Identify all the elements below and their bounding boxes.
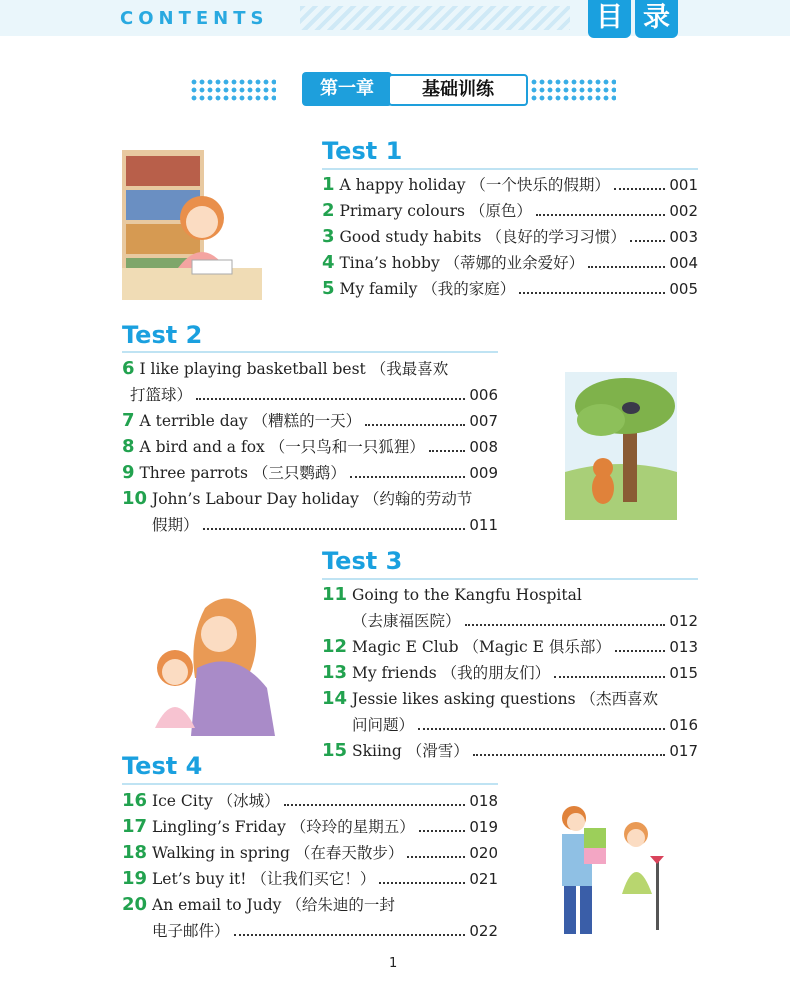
entry-title-cont: 打篮球） <box>130 386 193 404</box>
entry-title-cont: （去康福医院） <box>352 612 461 630</box>
test-3-title: Test 3 <box>322 547 403 575</box>
entry-title: A bird and a fox （一只鸟和一只狐狸） <box>139 438 425 456</box>
toc-entry[interactable] <box>322 172 698 198</box>
test-4-rule <box>122 783 498 785</box>
toc-entry[interactable] <box>122 840 498 866</box>
toc-entry[interactable] <box>122 788 498 814</box>
entry-number: 9 <box>122 462 135 483</box>
entry-title: Skiing （滑雪） <box>352 742 469 760</box>
entry-page: 021 <box>469 870 498 888</box>
entry-page: 011 <box>469 516 498 534</box>
test-2-title: Test 2 <box>122 321 203 349</box>
entry-number: 4 <box>322 252 335 273</box>
entry-title: A terrible day （糟糕的一天） <box>139 412 362 430</box>
mulu-char-2: 录 <box>635 0 678 38</box>
toc-entry[interactable] <box>122 408 498 434</box>
test-1-title: Test 1 <box>322 137 403 165</box>
toc-entry[interactable] <box>122 356 498 408</box>
entry-page: 005 <box>669 280 698 298</box>
entry-title-cont: 电子邮件） <box>152 922 230 940</box>
entry-number: 6 <box>122 358 135 379</box>
entry-page: 020 <box>469 844 498 862</box>
entry-title: Magic E Club （Magic E 俱乐部） <box>352 638 611 656</box>
entry-title: My friends （我的朋友们） <box>352 664 551 682</box>
entry-page: 004 <box>669 254 698 272</box>
entry-page: 006 <box>469 386 498 404</box>
entry-title: Ice City （冰城） <box>152 792 280 810</box>
contents-label: CONTENTS <box>120 8 269 29</box>
toc-entry[interactable] <box>122 486 498 538</box>
dots-left <box>190 78 276 102</box>
test-3-rule <box>322 578 698 580</box>
entry-page: 022 <box>469 922 498 940</box>
entry-number: 11 <box>322 584 348 605</box>
entry-number: 13 <box>322 662 348 683</box>
entry-number: 7 <box>122 410 135 431</box>
entry-number: 5 <box>322 278 335 299</box>
entry-number: 17 <box>122 816 148 837</box>
entry-number: 1 <box>322 174 335 195</box>
toc-entry[interactable] <box>322 224 698 250</box>
entry-number: 20 <box>122 894 148 915</box>
entry-page: 012 <box>669 612 698 630</box>
toc-entry[interactable] <box>322 582 698 634</box>
test-4-title: Test 4 <box>122 752 203 780</box>
toc-entry[interactable] <box>122 434 498 460</box>
entry-title-cont: 问问题） <box>352 716 415 734</box>
entry-number: 16 <box>122 790 148 811</box>
entry-number: 18 <box>122 842 148 863</box>
entry-number: 12 <box>322 636 348 657</box>
entry-title: A happy holiday （一个快乐的假期） <box>339 176 610 194</box>
chapter-number: 第一章 <box>302 72 392 106</box>
chapter-banner <box>190 72 590 108</box>
toc-entry[interactable] <box>122 814 498 840</box>
header-stripes <box>300 6 570 30</box>
entry-number: 19 <box>122 868 148 889</box>
entry-title: Three parrots （三只鹦鹉） <box>139 464 346 482</box>
entry-title: Good study habits （良好的学习习惯） <box>339 228 626 246</box>
toc-entry[interactable] <box>322 660 698 686</box>
toc-entry[interactable] <box>322 276 698 302</box>
entry-page: 002 <box>669 202 698 220</box>
entry-title-cont: 假期） <box>152 516 199 534</box>
entry-page: 009 <box>469 464 498 482</box>
entry-page: 018 <box>469 792 498 810</box>
entry-title: Let’s buy it! （让我们买它！） <box>152 870 376 888</box>
toc-entry[interactable] <box>322 634 698 660</box>
entry-page: 001 <box>669 176 698 194</box>
toc-entry[interactable] <box>122 866 498 892</box>
girl-reading-illustration <box>122 150 262 300</box>
gift-shopping-illustration <box>552 804 682 936</box>
entry-title: My family （我的家庭） <box>339 280 516 298</box>
page-number: 1 <box>389 956 398 971</box>
entry-number: 2 <box>322 200 335 221</box>
entry-number: 15 <box>322 740 348 761</box>
toc-entry[interactable] <box>322 250 698 276</box>
entry-page: 008 <box>469 438 498 456</box>
entry-title: Going to the Kangfu Hospital <box>352 586 582 604</box>
chapter-title: 基础训练 <box>388 74 528 106</box>
test-1-rule <box>322 168 698 170</box>
entry-page: 015 <box>669 664 698 682</box>
entry-number: 3 <box>322 226 335 247</box>
entry-title: Tina’s hobby （蒂娜的业余爱好） <box>339 254 585 272</box>
entry-title: John’s Labour Day holiday （约翰的劳动节 <box>152 490 473 508</box>
entry-page: 019 <box>469 818 498 836</box>
toc-entry[interactable] <box>322 686 698 738</box>
toc-entry[interactable] <box>122 460 498 486</box>
entry-title: Primary colours （原色） <box>339 202 532 220</box>
entry-number: 8 <box>122 436 135 457</box>
entry-title: Walking in spring （在春天散步） <box>152 844 404 862</box>
entry-page: 007 <box>469 412 498 430</box>
entry-title: An email to Judy （给朱迪的一封 <box>152 896 395 914</box>
entry-title: Lingling’s Friday （玲玲的星期五） <box>152 818 415 836</box>
mulu-char-1: 目 <box>588 0 631 38</box>
tree-bird-fox-illustration <box>565 372 677 520</box>
toc-entry[interactable] <box>322 738 698 764</box>
entry-title: Jessie likes asking questions （杰西喜欢 <box>352 690 659 708</box>
toc-entry[interactable] <box>322 198 698 224</box>
test-2-rule <box>122 351 498 353</box>
mother-girl-illustration <box>135 588 275 736</box>
entry-page: 017 <box>669 742 698 760</box>
entry-number: 10 <box>122 488 148 509</box>
toc-entry[interactable] <box>122 892 498 944</box>
entry-page: 013 <box>669 638 698 656</box>
entry-title: I like playing basketball best （我最喜欢 <box>139 360 449 378</box>
entry-page: 016 <box>669 716 698 734</box>
entry-page: 003 <box>669 228 698 246</box>
chapter-label <box>302 72 530 106</box>
entry-number: 14 <box>322 688 348 709</box>
dots-right <box>530 78 616 102</box>
